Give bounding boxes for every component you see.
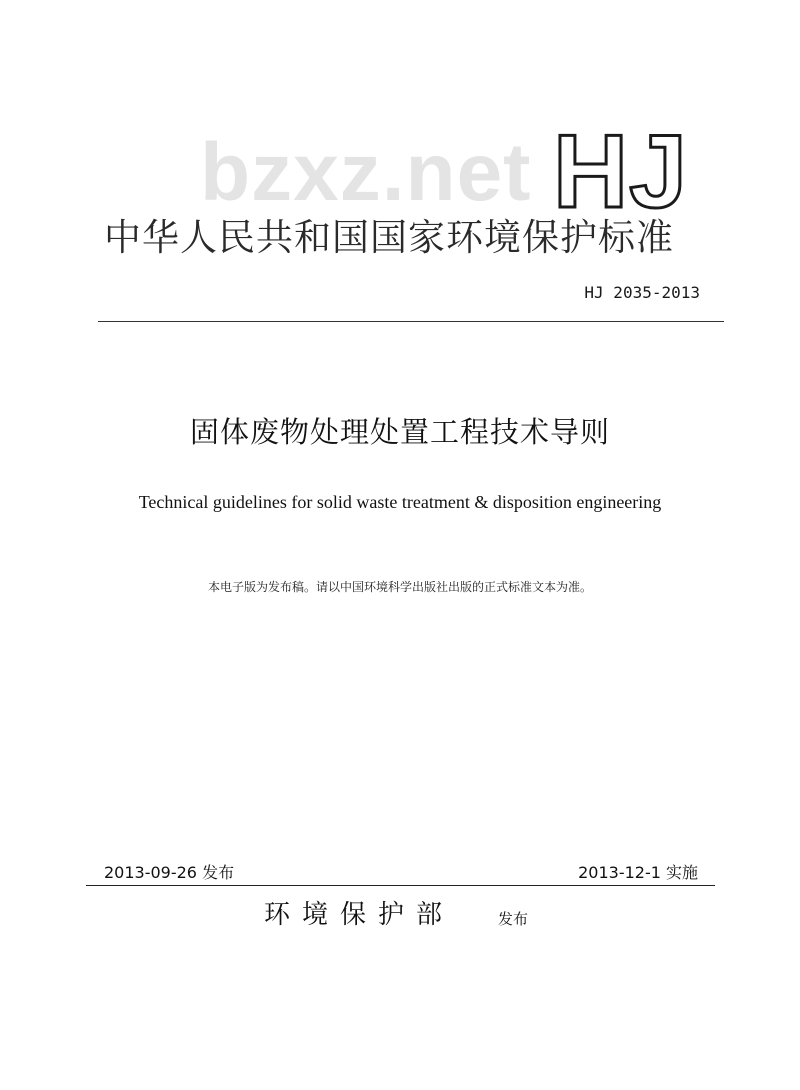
- document-title-en: Technical guidelines for solid waste treatment & disposition engineering: [138, 492, 662, 512]
- footer-divider: [86, 885, 715, 886]
- document-title-cn: 固体废物处理处置工程技术导则: [189, 415, 610, 449]
- standard-number: HJ 2035-2013: [584, 283, 700, 302]
- hj-logo-mark: HJ: [553, 114, 688, 230]
- watermark-text: bzxz.net: [200, 127, 532, 218]
- national-standard-title: 中华人民共和国国家环境保护标准: [104, 216, 674, 259]
- implementation-date: 2013-12-1 实施: [578, 863, 698, 882]
- publisher-name: 环境保护部: [264, 900, 455, 930]
- edition-note: 本电子版为发布稿。请以中国环境科学出版社出版的正式标准文本为准。: [207, 580, 592, 594]
- header-divider: [98, 321, 724, 322]
- publish-label: 发布: [498, 910, 529, 928]
- issue-date: 2013-09-26 发布: [104, 863, 235, 882]
